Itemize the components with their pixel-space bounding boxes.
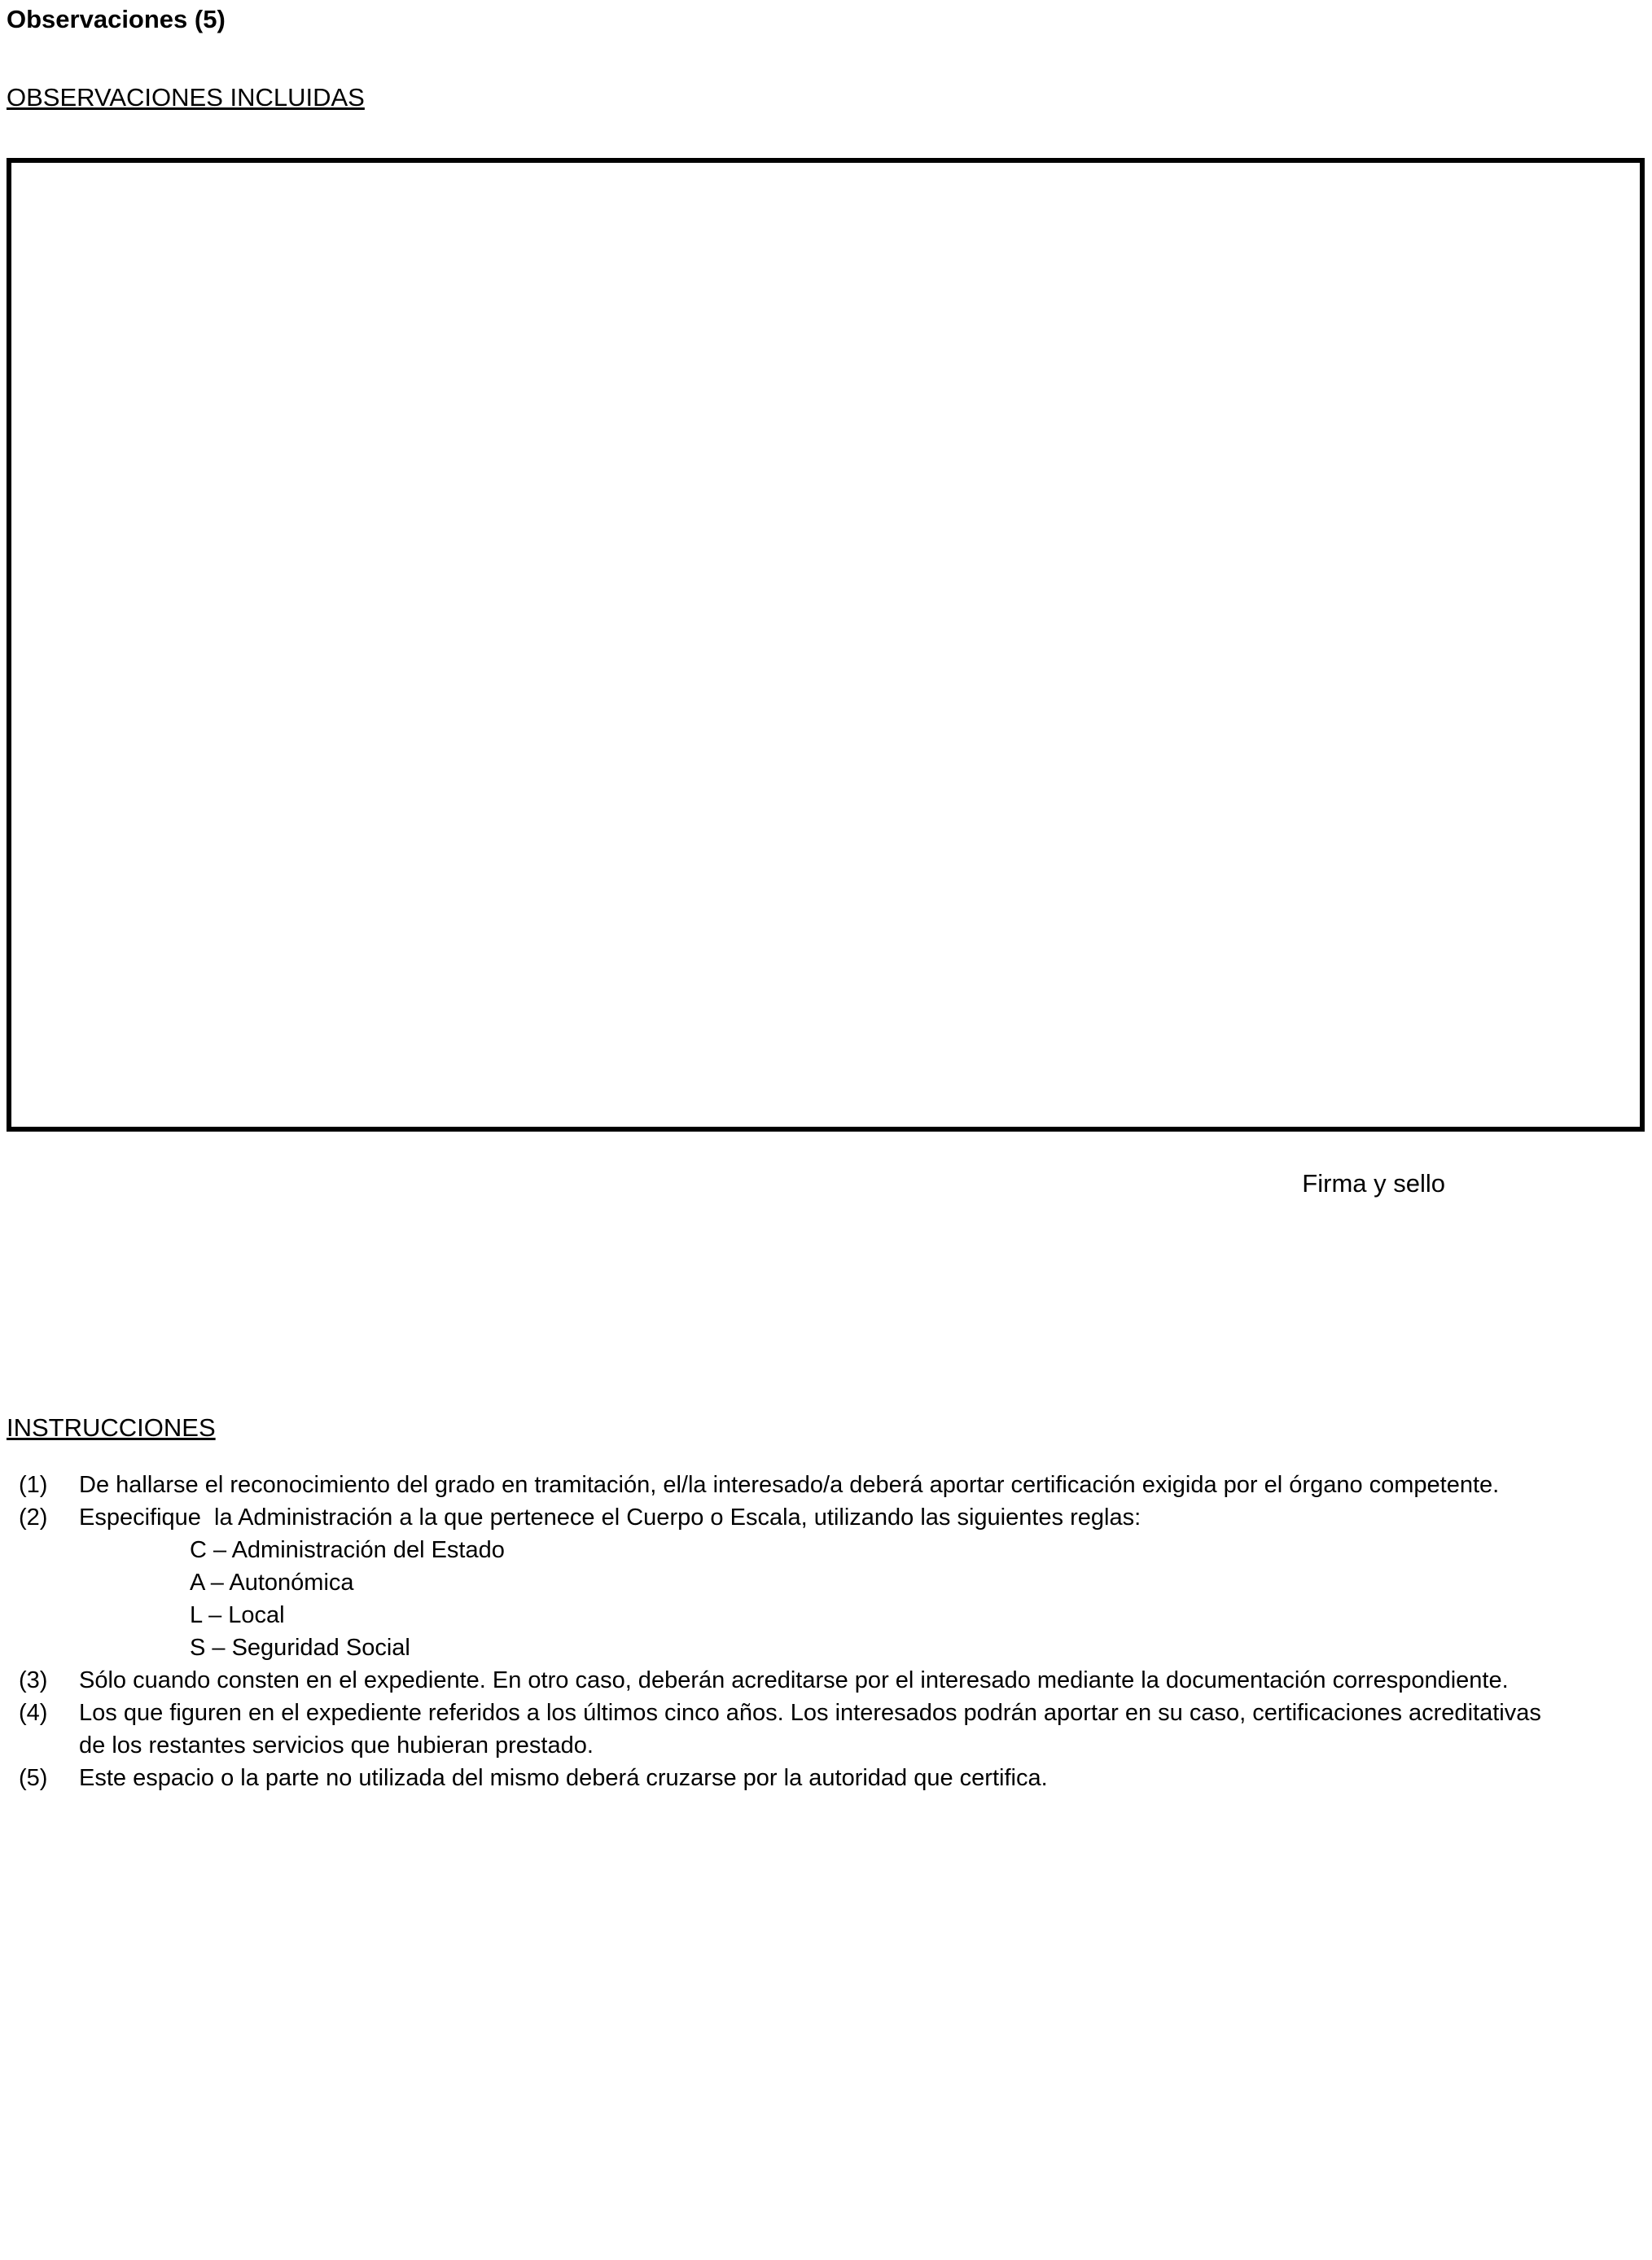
instruction-text: C – Administración del Estado — [190, 1537, 505, 1563]
instruction-number: (4) — [19, 1700, 48, 1726]
observations-heading: OBSERVACIONES INCLUIDAS — [7, 83, 365, 112]
instruction-number: (2) — [19, 1504, 48, 1531]
instruction-text: A – Autonómica — [190, 1570, 354, 1596]
instruction-line-1 — [0, 1469, 1652, 1501]
observations-box — [7, 158, 1645, 1132]
instruction-subitem-s — [0, 1631, 1652, 1664]
signature-label: Firma y sello — [1302, 1169, 1445, 1198]
instruction-text: S – Seguridad Social — [190, 1635, 410, 1661]
instruction-text: de los restantes servicios que hubieran prestado. — [79, 1732, 594, 1759]
instruction-number: (1) — [19, 1472, 48, 1498]
instruction-subitem-c — [0, 1534, 1652, 1566]
instruction-line-4 — [0, 1697, 1652, 1729]
instruction-line-5 — [0, 1762, 1652, 1794]
instruction-subitem-a — [0, 1566, 1652, 1599]
instructions-list — [0, 1469, 1652, 1794]
instruction-text: Los que figuren en el expediente referidos a los últimos cinco años. Los interesados podrán aportar en su caso, certificaciones acreditativas — [79, 1700, 1541, 1726]
instruction-number: (5) — [19, 1765, 48, 1791]
instruction-line-3 — [0, 1664, 1652, 1697]
instruction-text: L – Local — [190, 1602, 285, 1628]
instruction-text: Especifique la Administración a la que pertenece el Cuerpo o Escala, utilizando las siguientes reglas: — [79, 1504, 1142, 1531]
instruction-number: (3) — [19, 1667, 48, 1693]
instruction-line-4-continuation — [0, 1729, 1652, 1762]
instructions-heading: INSTRUCCIONES — [7, 1413, 216, 1442]
instruction-subitem-l — [0, 1599, 1652, 1631]
instruction-text: Este espacio o la parte no utilizada del mismo deberá cruzarse por la autoridad que certifica. — [79, 1765, 1048, 1791]
page-title: Observaciones (5) — [7, 5, 226, 33]
instruction-text: De hallarse el reconocimiento del grado en tramitación, el/la interesado/a deberá aportar certificación exigida por el órgano competente. — [79, 1472, 1500, 1498]
instruction-text: Sólo cuando consten en el expediente. En otro caso, deberán acreditarse por el interesado mediante la documentación correspondiente. — [79, 1667, 1509, 1693]
instruction-line-2 — [0, 1501, 1652, 1534]
